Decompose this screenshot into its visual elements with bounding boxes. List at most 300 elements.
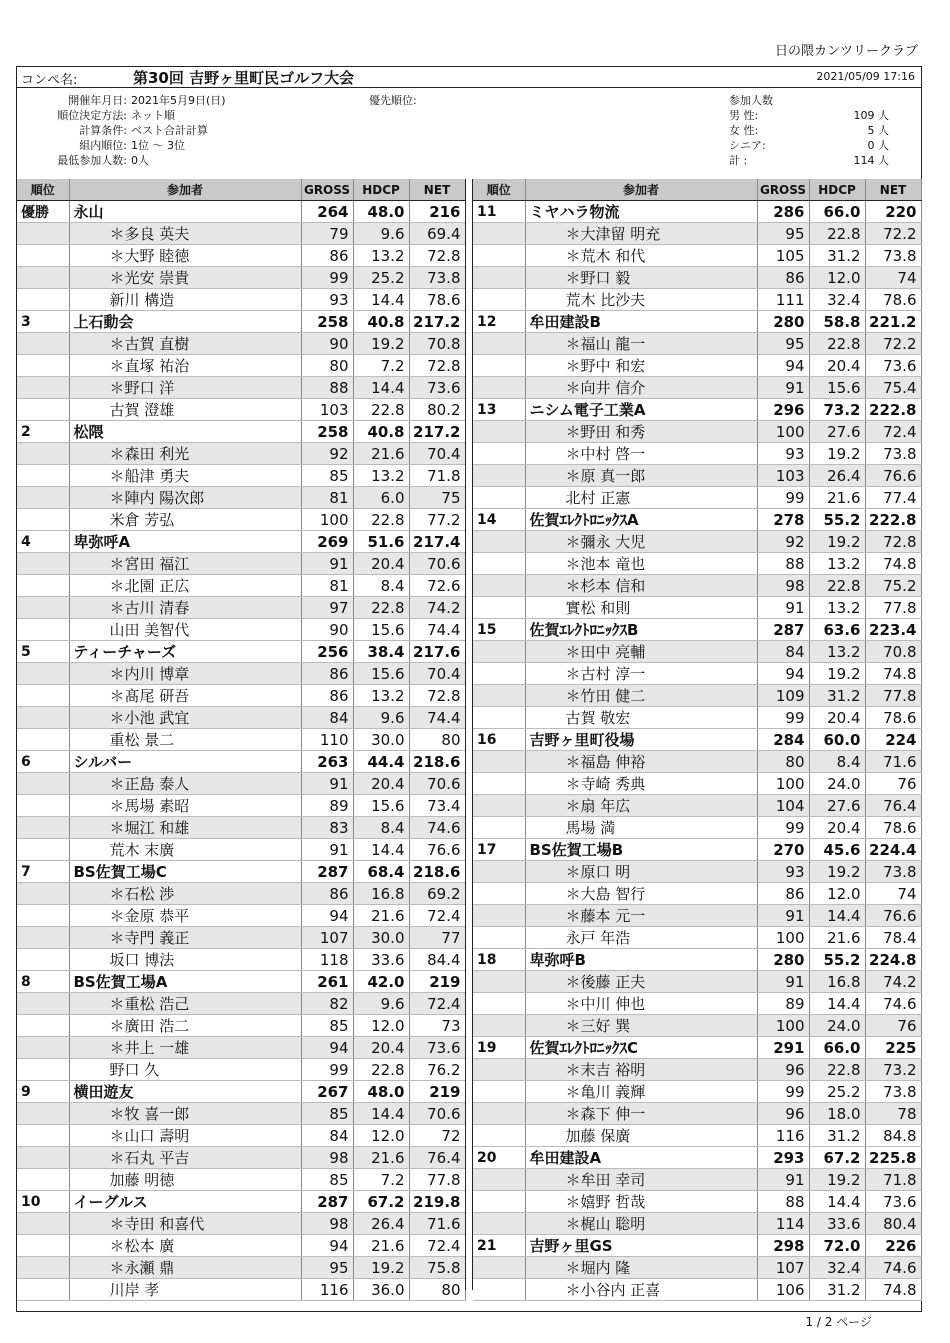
rank-cell: 2 [17,421,69,443]
count-label: 計 : [729,154,748,167]
player-name: 加藤 保廣 [525,1125,757,1147]
player-name: ＊金原 恭平 [69,905,301,927]
rank-cell-empty [473,1125,525,1147]
net-score: 75.8 [409,1257,465,1279]
rank-cell-empty [17,883,69,905]
player-name: 野口 久 [69,1059,301,1081]
handicap: 31.2 [809,685,865,707]
player-name: 永戸 年浩 [525,927,757,949]
count-value: 109 人 [853,109,889,122]
rank-cell-empty [473,223,525,245]
player-row [17,1169,465,1191]
rank-cell-empty [473,487,525,509]
handicap: 25.2 [353,267,409,289]
player-name: ＊古川 清春 [69,597,301,619]
rank-cell-empty [17,707,69,729]
count-label: シニア: [729,139,766,152]
player-name: ＊永瀬 鼎 [69,1257,301,1279]
player-name: 坂口 博法 [69,949,301,971]
rank-cell-empty [17,1279,69,1301]
player-name: ＊原 真一郎 [525,465,757,487]
net-score: 69.4 [409,223,465,245]
handicap: 33.6 [353,949,409,971]
handicap: 19.2 [809,443,865,465]
rank-cell-empty [17,663,69,685]
handicap: 60.0 [809,729,865,751]
gross-score: 92 [757,531,809,553]
rank-cell: 8 [17,971,69,993]
gross-score: 280 [757,949,809,971]
handicap: 14.4 [353,289,409,311]
gross-score: 284 [757,729,809,751]
player-name: ＊野口 洋 [69,377,301,399]
header-row [473,179,921,201]
count-value: 114 人 [853,154,889,167]
count-value: 0 人 [867,139,889,152]
player-row [473,861,921,883]
net-score: 80.2 [409,399,465,421]
rank-cell-empty [17,465,69,487]
team-name: シルバー [69,751,301,773]
info-line [17,152,317,166]
handicap: 44.4 [353,751,409,773]
player-row [473,993,921,1015]
player-name: ＊扇 年広 [525,795,757,817]
net-score: 72.4 [865,421,921,443]
net-score: 224 [865,729,921,751]
handicap: 48.0 [353,201,409,223]
handicap: 19.2 [809,1169,865,1191]
player-row [17,773,465,795]
rank-cell: 16 [473,729,525,751]
net-score: 222.8 [865,509,921,531]
rank-cell-empty [473,1257,525,1279]
team-name: 佐賀ｴﾚｸﾄﾛﾆｯｸｽC [525,1037,757,1059]
handicap: 48.0 [353,1081,409,1103]
team-row [17,531,465,553]
player-row [473,333,921,355]
handicap: 19.2 [353,333,409,355]
player-name: ＊福山 龍一 [525,333,757,355]
player-name: 川岸 孝 [69,1279,301,1301]
rank-cell-empty [17,619,69,641]
gross-score: 287 [301,1191,353,1213]
handicap: 58.8 [809,311,865,333]
player-row [473,289,921,311]
rank-cell: 15 [473,619,525,641]
player-name: 北村 正憲 [525,487,757,509]
player-name: ＊杉本 信和 [525,575,757,597]
rank-cell-empty [473,861,525,883]
handicap: 67.2 [809,1147,865,1169]
net-score: 80 [409,1279,465,1301]
competition-title: 第30回 吉野ヶ里町民ゴルフ大会 [133,69,355,87]
gross-score: 83 [301,817,353,839]
rank-cell-empty [473,465,525,487]
handicap: 32.4 [809,1257,865,1279]
net-score: 224.4 [865,839,921,861]
rank-cell-empty [17,289,69,311]
team-row [17,751,465,773]
gross-score: 286 [757,201,809,223]
gross-score: 89 [301,795,353,817]
player-row [473,465,921,487]
player-row [17,619,465,641]
rank-cell-empty [17,685,69,707]
gross-score: 90 [301,333,353,355]
rank-cell-empty [473,1081,525,1103]
gross-score: 106 [757,1279,809,1301]
handicap: 24.0 [809,1015,865,1037]
rank-cell-empty [17,817,69,839]
gross-score: 298 [757,1235,809,1257]
player-row [17,509,465,531]
handicap: 25.2 [809,1081,865,1103]
net-score: 72.4 [409,905,465,927]
net-score: 74.8 [865,663,921,685]
handicap: 40.8 [353,311,409,333]
rank-cell-empty [473,883,525,905]
participant-count-title: 参加人数 [729,94,773,107]
col-gross: GROSS [757,179,809,201]
net-score: 77.4 [865,487,921,509]
player-row [17,707,465,729]
gross-score: 270 [757,839,809,861]
handicap: 16.8 [809,971,865,993]
player-row [17,1213,465,1235]
player-row [473,817,921,839]
team-row [473,311,921,333]
net-score: 77.8 [865,685,921,707]
team-name: 牟田建設B [525,311,757,333]
team-name: ニシム電子工業A [525,399,757,421]
handicap: 14.4 [353,1103,409,1125]
gross-score: 110 [301,729,353,751]
rank-cell-empty [473,817,525,839]
player-row [17,795,465,817]
column-divider [465,179,473,1290]
handicap: 7.2 [353,355,409,377]
gross-score: 107 [301,927,353,949]
team-name: 横田遊友 [69,1081,301,1103]
gross-score: 287 [757,619,809,641]
player-row [473,267,921,289]
net-score: 78.6 [865,817,921,839]
team-name: イーグルス [69,1191,301,1213]
net-score: 71.8 [865,1169,921,1191]
gross-score: 107 [757,1257,809,1279]
gross-score: 296 [757,399,809,421]
net-score: 73.6 [865,1191,921,1213]
handicap: 32.4 [809,289,865,311]
player-row [473,223,921,245]
player-name: ＊荒木 和代 [525,245,757,267]
player-name: 米倉 芳弘 [69,509,301,531]
net-score: 75 [409,487,465,509]
gross-score: 86 [301,245,353,267]
handicap: 19.2 [809,531,865,553]
gross-score: 84 [301,707,353,729]
player-name: ＊寺崎 秀典 [525,773,757,795]
handicap: 24.0 [809,773,865,795]
handicap: 15.6 [809,377,865,399]
net-score: 226 [865,1235,921,1257]
rank-cell-empty [473,685,525,707]
handicap: 38.4 [353,641,409,663]
player-row [473,597,921,619]
gross-score: 99 [757,707,809,729]
player-row [17,729,465,751]
team-row [473,839,921,861]
handicap: 22.8 [353,597,409,619]
handicap: 40.8 [353,421,409,443]
player-row [473,1191,921,1213]
info-label: 最低参加人数: [57,154,127,167]
gross-score: 81 [301,487,353,509]
rank-cell-empty [17,399,69,421]
rank-cell: 14 [473,509,525,531]
rank-cell-empty [17,575,69,597]
player-row [17,927,465,949]
rank-cell-empty [17,267,69,289]
team-name: 吉野ヶ里町役場 [525,729,757,751]
rank-cell: 5 [17,641,69,663]
player-name: ＊古賀 直樹 [69,333,301,355]
rank-cell-empty [17,1235,69,1257]
col-gross: GROSS [301,179,353,201]
net-score: 74 [865,883,921,905]
player-name: 新川 構造 [69,289,301,311]
rank-cell-empty [473,751,525,773]
gross-score: 100 [757,421,809,443]
handicap: 22.8 [353,509,409,531]
gross-score: 100 [757,1015,809,1037]
rank-cell-empty [473,553,525,575]
rank-cell-empty [17,949,69,971]
handicap: 22.8 [353,1059,409,1081]
gross-score: 91 [757,1169,809,1191]
net-score: 76.6 [865,905,921,927]
player-name: ＊北園 正広 [69,575,301,597]
handicap: 14.4 [809,1191,865,1213]
results-body-left [17,201,465,1301]
net-score: 69.2 [409,883,465,905]
gross-score: 109 [757,685,809,707]
player-row [17,289,465,311]
player-row [473,905,921,927]
gross-score: 89 [757,993,809,1015]
gross-score: 100 [757,773,809,795]
player-name: ＊船津 勇夫 [69,465,301,487]
team-row [473,509,921,531]
net-score: 70.8 [409,333,465,355]
col-player: 参加者 [69,179,301,201]
team-row [17,861,465,883]
handicap: 51.6 [353,531,409,553]
player-row [473,421,921,443]
player-row [17,817,465,839]
player-row [473,1279,921,1301]
player-name: ＊野口 毅 [525,267,757,289]
col-player: 参加者 [525,179,757,201]
player-row [473,751,921,773]
rank-cell: 21 [473,1235,525,1257]
net-score: 70.6 [409,1103,465,1125]
handicap: 12.0 [353,1125,409,1147]
handicap: 13.2 [809,641,865,663]
handicap: 68.4 [353,861,409,883]
rank-cell-empty [473,1169,525,1191]
player-name: ＊藤本 元一 [525,905,757,927]
player-name: ＊松本 廣 [69,1235,301,1257]
handicap: 21.6 [809,487,865,509]
player-name: ＊池本 竜也 [525,553,757,575]
gross-score: 99 [301,267,353,289]
player-name: ＊野田 和秀 [525,421,757,443]
net-score: 217.2 [409,311,465,333]
gross-score: 256 [301,641,353,663]
gross-score: 85 [301,465,353,487]
count-line [729,107,889,121]
results-table-right [473,179,922,1301]
player-row [473,1015,921,1037]
team-row [473,729,921,751]
results-sheet [16,66,922,1312]
net-score: 70.6 [409,553,465,575]
net-score: 223.4 [865,619,921,641]
net-score: 218.6 [409,751,465,773]
player-row [473,795,921,817]
rank-cell-empty [17,795,69,817]
player-row [17,1257,465,1279]
rank-cell-empty [17,553,69,575]
gross-score: 86 [301,663,353,685]
player-name: ＊直塚 祐治 [69,355,301,377]
team-row [473,1147,921,1169]
gross-score: 291 [757,1037,809,1059]
handicap: 16.8 [353,883,409,905]
info-line [17,107,317,121]
rank-cell-empty [17,1103,69,1125]
net-score: 80.4 [865,1213,921,1235]
player-row [473,1213,921,1235]
net-score: 72.6 [409,575,465,597]
header-row [17,179,465,201]
player-name: ＊森田 利光 [69,443,301,465]
handicap: 66.0 [809,201,865,223]
handicap: 13.2 [809,553,865,575]
player-row [473,443,921,465]
player-name: ＊石丸 平吉 [69,1147,301,1169]
handicap: 15.6 [353,795,409,817]
rank-cell-empty [473,1015,525,1037]
handicap: 14.4 [353,839,409,861]
player-name: ＊光安 崇貴 [69,267,301,289]
count-line [729,152,889,166]
player-name: ＊亀川 義輝 [525,1081,757,1103]
handicap: 9.6 [353,223,409,245]
handicap: 9.6 [353,993,409,1015]
rank-cell: 11 [473,201,525,223]
title-row [17,67,921,88]
gross-score: 261 [301,971,353,993]
gross-score: 86 [757,267,809,289]
player-name: 加藤 明徳 [69,1169,301,1191]
net-score: 80 [409,729,465,751]
team-name: 佐賀ｴﾚｸﾄﾛﾆｯｸｽB [525,619,757,641]
gross-score: 264 [301,201,353,223]
team-name: BS佐賀工場B [525,839,757,861]
player-name: ＊大野 睦徳 [69,245,301,267]
rank-cell-empty [473,927,525,949]
handicap: 12.0 [809,267,865,289]
net-score: 78.6 [409,289,465,311]
gross-score: 100 [757,927,809,949]
gross-score: 85 [301,1015,353,1037]
handicap: 21.6 [353,1235,409,1257]
handicap: 21.6 [353,443,409,465]
gross-score: 287 [301,861,353,883]
gross-score: 118 [301,949,353,971]
player-row [473,1103,921,1125]
gross-score: 99 [301,1059,353,1081]
net-score: 73.8 [865,861,921,883]
player-name: ＊廣田 浩二 [69,1015,301,1037]
net-score: 71.6 [409,1213,465,1235]
handicap: 13.2 [353,465,409,487]
gross-score: 88 [757,1191,809,1213]
player-row [473,487,921,509]
player-row [473,575,921,597]
player-row [473,971,921,993]
gross-score: 95 [757,333,809,355]
gross-score: 81 [301,575,353,597]
player-row [17,1125,465,1147]
player-row [17,1279,465,1301]
player-row [17,905,465,927]
player-name: 山田 美智代 [69,619,301,641]
rank-cell: 13 [473,399,525,421]
handicap: 26.4 [809,465,865,487]
gross-score: 80 [757,751,809,773]
handicap: 8.4 [809,751,865,773]
player-row [17,993,465,1015]
handicap: 15.6 [353,619,409,641]
player-row [473,773,921,795]
team-row [473,619,921,641]
net-score: 76.6 [409,839,465,861]
team-name: 卑弥呼A [69,531,301,553]
net-score: 72.8 [865,531,921,553]
handicap: 13.2 [353,685,409,707]
handicap: 20.4 [353,1037,409,1059]
player-name: ＊嬉野 哲哉 [525,1191,757,1213]
col-hdcp: HDCP [353,179,409,201]
handicap: 22.8 [809,575,865,597]
player-row [17,663,465,685]
handicap: 14.4 [809,993,865,1015]
rank-cell-empty [473,333,525,355]
rank-cell-empty [473,707,525,729]
gross-score: 267 [301,1081,353,1103]
rank-cell-empty [473,1279,525,1301]
player-name: ＊野中 和宏 [525,355,757,377]
gross-score: 105 [757,245,809,267]
player-row [17,1037,465,1059]
club-name: 日の隈カンツリークラブ [774,44,918,59]
player-row [17,685,465,707]
rank-cell-empty [17,355,69,377]
